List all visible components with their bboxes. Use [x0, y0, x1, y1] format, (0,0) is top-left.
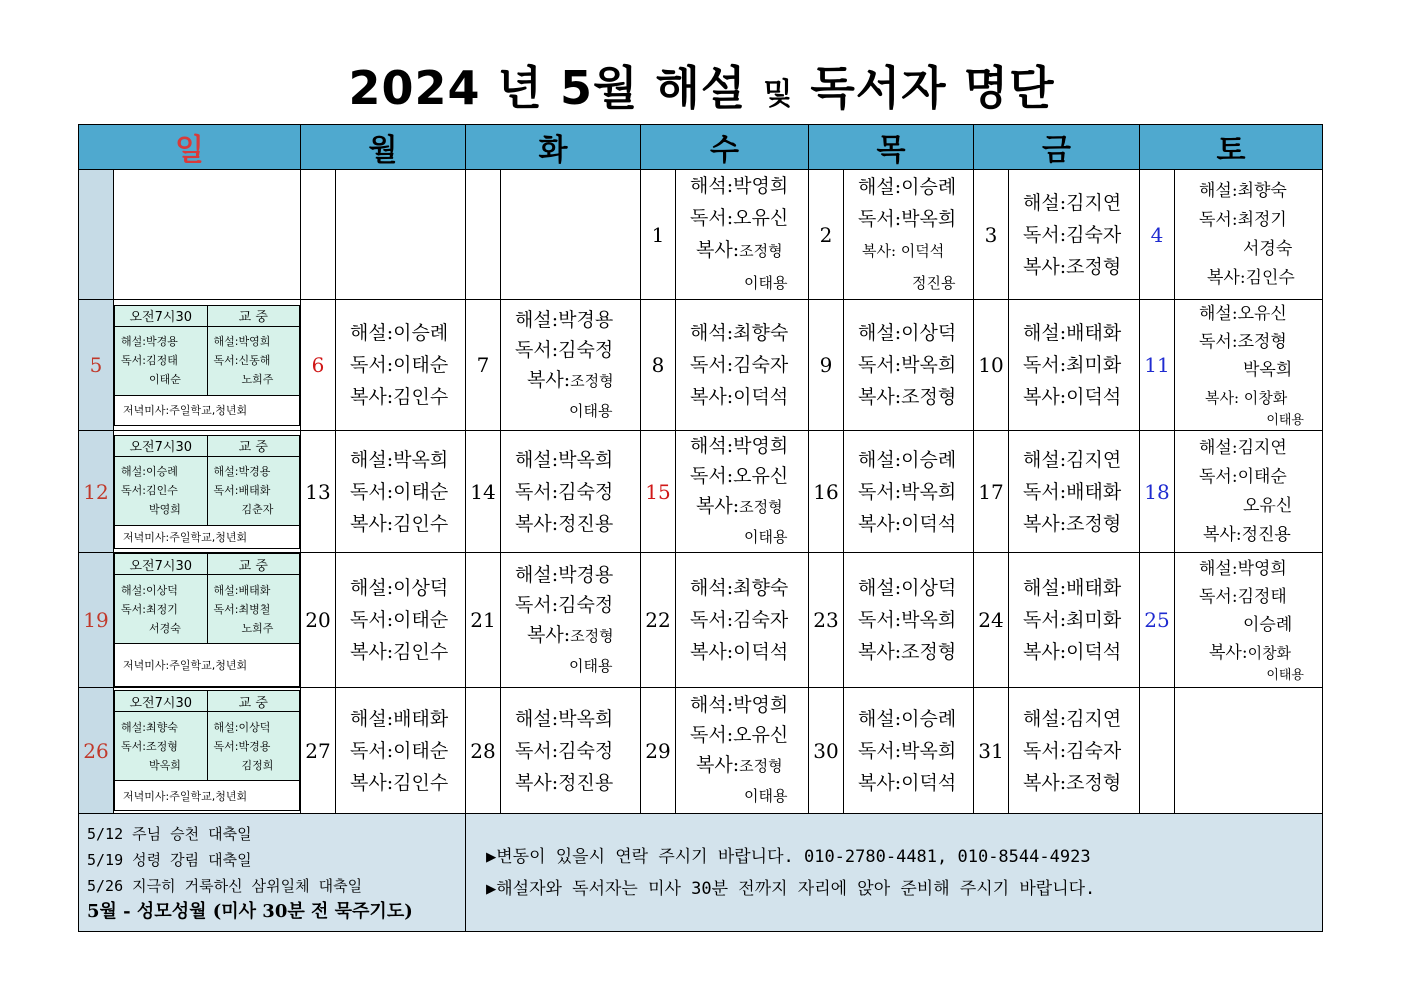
mass-type: 교 중 — [207, 435, 300, 456]
server-name: 이태용 — [744, 528, 788, 546]
commentator: 해설:박옥희 — [515, 707, 614, 730]
mass-time: 오전7시30 — [115, 435, 208, 456]
sunday-mass-table — [114, 435, 300, 549]
reader: 독서:이태순 — [350, 354, 449, 376]
commentator: 해설:박경용 — [515, 563, 614, 586]
server: 복사:이덕석 — [858, 771, 957, 794]
week-row-1 — [79, 170, 1323, 300]
day-cell — [336, 431, 466, 553]
header-thursday: 목 — [809, 125, 974, 170]
reader: 독서:최미화 — [1023, 354, 1122, 376]
commentator: 해설:박옥희 — [515, 448, 614, 471]
day-number-sunday: 19 — [79, 553, 114, 688]
day-cell — [1009, 553, 1140, 688]
server: 복사:조정형 — [858, 386, 957, 408]
rosary-note: 5월 - 성모성월 (미사 30분 전 묵주기도) — [87, 900, 413, 922]
server: 복사:이덕석 — [690, 386, 789, 408]
ma-commentator: 해설:이상덕 — [121, 583, 178, 597]
sunday-mass-cell — [114, 300, 301, 431]
day-cell — [1009, 170, 1140, 300]
mb-commentator: 해설:이상덕 — [213, 720, 271, 734]
reader: 독서:오유신 — [690, 465, 789, 487]
reader: 독서:김숙자 — [690, 609, 789, 631]
reader: 독서:박옥희 — [858, 739, 957, 762]
mass-time: 오전7시30 — [115, 691, 208, 712]
mb-reader: 독서:신동해 — [213, 354, 271, 367]
server: 복사:김인수 — [350, 512, 449, 535]
evening-mass: 저녁미사:주일학교,청년회 — [115, 781, 300, 811]
reader: 독서:박옥희 — [858, 609, 957, 631]
day-number: 14 — [466, 431, 501, 553]
reader: 독서:이태순 — [350, 609, 449, 631]
commentator: 해설:이승례 — [858, 707, 957, 730]
reader: 독서:박옥희 — [858, 354, 957, 376]
reader: 독서:김숙정 — [515, 480, 614, 503]
page-title — [0, 52, 1403, 118]
reader: 독서:박옥희 — [858, 480, 957, 503]
header-friday: 금 — [974, 125, 1140, 170]
sunday-mass-cell — [114, 431, 301, 553]
server-name: 정진용 — [912, 273, 956, 292]
commentator: 해석:박영희 — [690, 694, 789, 716]
mass-time: 오전7시30 — [115, 305, 208, 326]
server: 복사:김인수 — [350, 771, 449, 794]
day-cell — [501, 300, 641, 431]
preparation-note: ▶해설자와 독서자는 미사 30분 전까지 자리에 앉아 준비해 주시기 바랍니다. — [486, 878, 1096, 899]
server-label: 복사: — [696, 495, 740, 517]
title-main-1: 2024 년 5월 해설 — [348, 61, 747, 115]
footer-row — [79, 814, 1323, 932]
feast-note: 5/19 성령 강림 대축일 — [87, 850, 252, 869]
reader: 독서:박옥희 — [858, 207, 957, 230]
ma-reader-2: 이태순 — [149, 373, 181, 386]
commentator: 해설:최향숙 — [1199, 180, 1287, 201]
day-number: 1 — [641, 170, 676, 300]
ma-reader: 독서:김정태 — [121, 354, 178, 367]
commentator: 해설:오유신 — [1199, 304, 1287, 324]
reader: 독서:김숙자 — [1023, 223, 1122, 246]
commentator: 해설:김지연 — [1023, 191, 1122, 214]
day-number-sunday: 5 — [79, 300, 114, 431]
commentator: 해설:김지연 — [1023, 448, 1122, 471]
commentator: 해석:최향숙 — [690, 322, 789, 344]
server-label: 복사: — [1209, 643, 1248, 663]
server: 복사:이덕석 — [1023, 641, 1122, 663]
ma-commentator: 해설:박경용 — [121, 335, 178, 348]
reader-name: 오유신 — [1243, 495, 1293, 516]
weekday-header-row — [79, 125, 1323, 170]
day-cell — [1175, 431, 1323, 553]
day-cell — [844, 688, 974, 814]
commentator: 해설:이승례 — [350, 322, 449, 344]
day-number: 17 — [974, 431, 1009, 553]
mb-commentator: 해설:박영희 — [213, 335, 271, 348]
reader: 독서:이태순 — [350, 480, 449, 503]
server: 복사:김인수 — [350, 641, 449, 663]
day-cell — [1009, 300, 1140, 431]
week-row-2 — [79, 300, 1323, 431]
title-main-2: 독서자 명단 — [810, 61, 1055, 115]
commentator: 해설:이승례 — [858, 175, 957, 198]
header-sunday: 일 — [79, 125, 301, 170]
empty-cell — [114, 170, 301, 300]
reader: 독서:최미화 — [1023, 609, 1122, 631]
server: 복사:이덕석 — [1023, 386, 1122, 408]
empty-cell — [301, 170, 336, 300]
server-label: 복사: — [527, 368, 571, 391]
commentator: 해설:이상덕 — [350, 577, 449, 599]
day-cell — [676, 300, 809, 431]
empty-cell — [501, 170, 641, 300]
mass-type: 교 중 — [207, 554, 300, 575]
ma-reader-2: 박옥희 — [149, 758, 181, 772]
sunday-mass-table — [114, 690, 300, 811]
server-name: 이태용 — [569, 656, 613, 675]
server-name: 이태용 — [744, 274, 788, 292]
schedule-table — [78, 124, 1323, 932]
day-number: 30 — [809, 688, 844, 814]
day-number: 21 — [466, 553, 501, 688]
server-label: 복사: — [696, 239, 740, 261]
mass-type: 교 중 — [207, 691, 300, 712]
commentator: 해설:배태화 — [1023, 322, 1122, 344]
ma-commentator: 해설:최향숙 — [121, 720, 178, 734]
evening-mass: 저녁미사:주일학교,청년회 — [115, 644, 300, 687]
server-name: 이태용 — [744, 787, 788, 805]
contact-notes — [466, 814, 1323, 932]
server-name: 이태용 — [1266, 668, 1304, 683]
reader: 독서:김숙정 — [515, 593, 614, 616]
reader: 독서:오유신 — [690, 207, 789, 229]
day-cell — [1175, 170, 1323, 300]
reader: 독서:조정형 — [1199, 332, 1287, 352]
reader-name: 이승례 — [1243, 615, 1293, 635]
commentator: 해설:배태화 — [1023, 577, 1122, 599]
mb-reader-2: 김정희 — [241, 758, 274, 772]
server: 복사:조정형 — [1023, 512, 1122, 535]
ma-reader-2: 박영희 — [149, 503, 181, 516]
server-name: 조정형 — [570, 626, 614, 645]
server: 복사:이덕석 — [690, 641, 789, 663]
server-name: 조정형 — [739, 498, 783, 516]
mass-group-a — [115, 575, 208, 644]
feast-note: 5/26 지극히 거룩하신 삼위일체 대축일 — [87, 876, 363, 895]
header-saturday: 토 — [1140, 125, 1323, 170]
day-number: 3 — [974, 170, 1009, 300]
day-cell — [676, 431, 809, 553]
day-cell — [676, 170, 809, 300]
day-number: 10 — [974, 300, 1009, 431]
commentator: 해설:배태화 — [350, 707, 449, 730]
day-number-sunday: 12 — [79, 431, 114, 553]
commentator: 해석:최향숙 — [690, 577, 789, 599]
server-label: 복사: — [696, 754, 740, 776]
feast-note: 5/12 주님 승천 대축일 — [87, 824, 252, 843]
mass-group-a — [115, 712, 208, 781]
day-number: 20 — [301, 553, 336, 688]
mb-reader-2: 노희주 — [241, 621, 274, 635]
commentator: 해석:박영희 — [690, 175, 789, 197]
day-cell — [844, 431, 974, 553]
reader: 독서:김숙자 — [1023, 739, 1122, 762]
server: 복사:정진용 — [515, 512, 614, 535]
day-number: 9 — [809, 300, 844, 431]
day-cell — [1175, 300, 1323, 431]
reader: 독서:이태순 — [1199, 466, 1287, 487]
title-small: 및 — [763, 77, 794, 112]
reader: 독서:김숙정 — [515, 739, 614, 762]
day-cell — [1175, 553, 1323, 688]
day-number-sunday: 26 — [79, 688, 114, 814]
mass-group-b — [207, 712, 300, 781]
mb-reader: 독서:박경용 — [213, 739, 271, 753]
day-cell — [676, 553, 809, 688]
mb-commentator: 해설:박경용 — [213, 465, 271, 478]
empty-cell — [1140, 688, 1175, 814]
ma-reader: 독서:조정형 — [121, 739, 178, 753]
day-cell — [676, 688, 809, 814]
day-number: 15 — [641, 431, 676, 553]
server-label: 복사: — [527, 623, 571, 646]
server: 복사:이덕석 — [858, 512, 957, 535]
sunday-mass-table — [114, 305, 300, 426]
day-cell — [1009, 688, 1140, 814]
server-name: 이창화 — [1247, 644, 1292, 662]
day-cell — [501, 688, 641, 814]
commentator: 해설:박옥희 — [350, 448, 449, 471]
sunday-mass-table — [114, 553, 300, 687]
feast-notes — [79, 814, 466, 932]
header-tuesday: 화 — [466, 125, 641, 170]
day-number: 2 — [809, 170, 844, 300]
day-number: 22 — [641, 553, 676, 688]
mb-reader: 독서:배태화 — [213, 484, 271, 497]
reader-name: 서경숙 — [1243, 238, 1293, 259]
reader: 독서:김숙정 — [515, 338, 614, 361]
server-name: 조정형 — [739, 757, 783, 775]
server-name: 조정형 — [570, 371, 614, 390]
day-cell — [1009, 431, 1140, 553]
day-number: 6 — [301, 300, 336, 431]
mass-group-b — [207, 326, 300, 395]
server: 복사:조정형 — [1023, 771, 1122, 794]
reader: 독서:김숙자 — [690, 354, 789, 376]
server: 복사:김인수 — [1207, 267, 1295, 288]
day-number: 13 — [301, 431, 336, 553]
day-number: 11 — [1140, 300, 1175, 431]
day-cell — [336, 300, 466, 431]
commentator: 해설:김지연 — [1199, 437, 1287, 458]
mb-reader-2: 김춘자 — [241, 503, 274, 516]
server: 복사: 이덕석 — [862, 241, 945, 260]
commentator: 해설:이상덕 — [858, 577, 957, 599]
contact-note: ▶변동이 있을시 연락 주시기 바랍니다. 010-2780-4481, 010-8544-4923 — [486, 846, 1091, 867]
mass-group-b — [207, 575, 300, 644]
day-cell — [844, 170, 974, 300]
sunday-mass-cell — [114, 553, 301, 688]
day-number: 31 — [974, 688, 1009, 814]
ma-commentator: 해설:이승례 — [121, 465, 178, 478]
evening-mass: 저녁미사:주일학교,청년회 — [115, 395, 300, 425]
ma-reader: 독서:최정기 — [121, 602, 178, 616]
reader: 독서:이태순 — [350, 739, 449, 762]
mass-time: 오전7시30 — [115, 554, 208, 575]
empty-cell — [1175, 688, 1323, 814]
week-row-5 — [79, 688, 1323, 814]
server: 복사: 이창화 — [1205, 389, 1288, 407]
empty-cell — [336, 170, 466, 300]
day-cell — [844, 300, 974, 431]
day-cell — [336, 553, 466, 688]
reader: 독서:오유신 — [690, 724, 789, 746]
week-row-4 — [79, 553, 1323, 688]
server-name: 조정형 — [739, 242, 783, 260]
day-number: 29 — [641, 688, 676, 814]
ma-reader: 독서:김인수 — [121, 484, 178, 497]
ma-reader-2: 서경숙 — [149, 621, 181, 635]
day-cell — [844, 553, 974, 688]
empty-cell — [466, 170, 501, 300]
day-number: 8 — [641, 300, 676, 431]
day-number: 18 — [1140, 431, 1175, 553]
day-number: 27 — [301, 688, 336, 814]
evening-mass: 저녁미사:주일학교,청년회 — [115, 525, 300, 548]
reader: 독서:김정태 — [1199, 587, 1287, 607]
reader: 독서:배태화 — [1023, 480, 1122, 503]
day-number: 24 — [974, 553, 1009, 688]
commentator: 해석:박영희 — [690, 435, 789, 457]
day-number: 23 — [809, 553, 844, 688]
day-number: 25 — [1140, 553, 1175, 688]
server-name: 이태용 — [1266, 413, 1304, 428]
commentator: 해설:김지연 — [1023, 707, 1122, 730]
commentator: 해설:이승례 — [858, 448, 957, 471]
day-number: 16 — [809, 431, 844, 553]
sunday-mass-cell — [114, 688, 301, 814]
mb-commentator: 해설:배태화 — [213, 583, 271, 597]
day-number: 28 — [466, 688, 501, 814]
mass-group-b — [207, 456, 300, 525]
mb-reader-2: 노희주 — [241, 373, 274, 386]
server-name: 이태용 — [569, 401, 613, 420]
week-row-3 — [79, 431, 1323, 553]
reader-name: 박옥희 — [1243, 360, 1293, 380]
server: 복사:조정형 — [1023, 255, 1122, 278]
server: 복사:정진용 — [515, 771, 614, 794]
mass-group-a — [115, 326, 208, 395]
server: 복사:김인수 — [350, 386, 449, 408]
week-1-lead — [79, 170, 114, 300]
mass-group-a — [115, 456, 208, 525]
day-number: 7 — [466, 300, 501, 431]
server: 복사:조정형 — [858, 641, 957, 663]
mass-type: 교 중 — [207, 305, 300, 326]
mb-reader: 독서:최병철 — [213, 602, 271, 616]
day-cell — [501, 553, 641, 688]
commentator: 해설:박경용 — [515, 308, 614, 331]
commentator: 해설:이상덕 — [858, 322, 957, 344]
day-cell — [501, 431, 641, 553]
server: 복사:정진용 — [1203, 524, 1291, 545]
reader: 독서:최정기 — [1199, 209, 1287, 230]
day-cell — [336, 688, 466, 814]
header-monday: 월 — [301, 125, 466, 170]
header-wednesday: 수 — [641, 125, 809, 170]
commentator: 해설:박영희 — [1199, 559, 1287, 579]
day-number: 4 — [1140, 170, 1175, 300]
